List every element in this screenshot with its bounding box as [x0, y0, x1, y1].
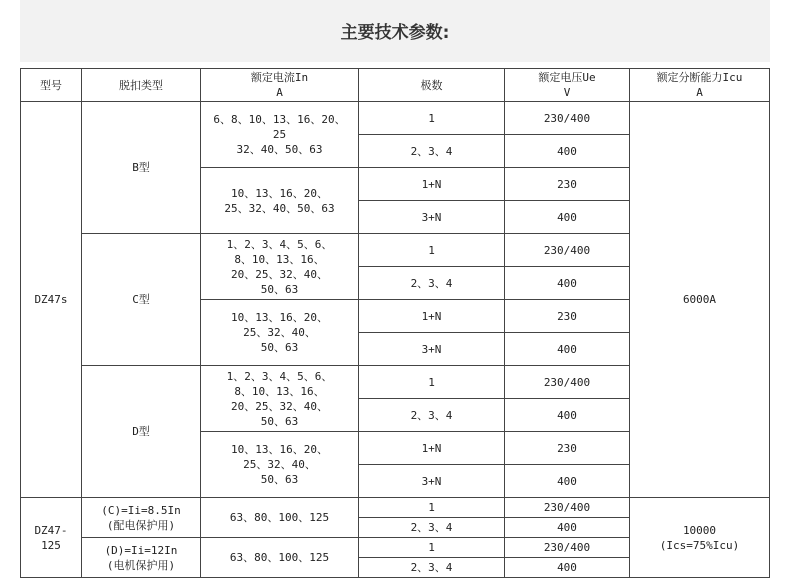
poles-cell: 1+N	[359, 168, 505, 201]
poles-cell: 2、3、4	[359, 518, 505, 538]
header-row	[21, 69, 770, 102]
current-cell: 10、13、16、20、 25、32、40、 50、63	[201, 432, 359, 498]
poles-cell: 2、3、4	[359, 267, 505, 300]
current-cell: 6、8、10、13、16、20、 25 32、40、50、63	[201, 102, 359, 168]
model-dz47s: DZ47s	[21, 102, 82, 498]
model-dz47-125: DZ47- 125	[21, 498, 82, 578]
trip-type-c-distribution: (C)=Ii=8.5In (配电保护用)	[82, 498, 201, 538]
voltage-cell: 400	[505, 267, 630, 300]
header-trip-type: 脱扣类型	[82, 69, 201, 102]
poles-cell: 3+N	[359, 465, 505, 498]
current-cell: 63、80、100、125	[201, 538, 359, 578]
voltage-cell: 400	[505, 465, 630, 498]
poles-cell: 3+N	[359, 333, 505, 366]
voltage-cell: 400	[505, 201, 630, 234]
poles-cell: 1	[359, 538, 505, 558]
poles-cell: 2、3、4	[359, 135, 505, 168]
table-row	[21, 102, 770, 135]
breaking-dz47s: 6000A	[630, 102, 770, 498]
voltage-cell: 230	[505, 168, 630, 201]
voltage-cell: 400	[505, 135, 630, 168]
poles-cell: 1	[359, 366, 505, 399]
voltage-cell: 230/400	[505, 234, 630, 267]
breaking-dz47-125: 10000 (Ics=75%Icu)	[630, 498, 770, 578]
header-breaking: 额定分断能力Icu A	[630, 69, 770, 102]
spec-table	[20, 68, 770, 578]
header-voltage: 额定电压Ue V	[505, 69, 630, 102]
voltage-cell: 400	[505, 558, 630, 578]
voltage-cell: 400	[505, 333, 630, 366]
poles-cell: 1	[359, 102, 505, 135]
voltage-cell: 230/400	[505, 366, 630, 399]
header-current: 额定电流In A	[201, 69, 359, 102]
voltage-cell: 230	[505, 300, 630, 333]
voltage-cell: 230/400	[505, 102, 630, 135]
voltage-cell: 400	[505, 399, 630, 432]
poles-cell: 1+N	[359, 300, 505, 333]
poles-cell: 1+N	[359, 432, 505, 465]
trip-type-d-motor: (D)=Ii=12In (电机保护用)	[82, 538, 201, 578]
voltage-cell: 230	[505, 432, 630, 465]
header-model: 型号	[21, 69, 82, 102]
current-cell: 1、2、3、4、5、6、 8、10、13、16、 20、25、32、40、 50、63	[201, 366, 359, 432]
poles-cell: 1	[359, 234, 505, 267]
current-cell: 10、13、16、20、 25、32、40、50、63	[201, 168, 359, 234]
trip-type-b: B型	[82, 102, 201, 234]
poles-cell: 3+N	[359, 201, 505, 234]
voltage-cell: 400	[505, 518, 630, 538]
poles-cell: 2、3、4	[359, 399, 505, 432]
voltage-cell: 230/400	[505, 498, 630, 518]
poles-cell: 1	[359, 498, 505, 518]
spec-table-body	[21, 69, 770, 578]
header-poles: 极数	[359, 69, 505, 102]
trip-type-c: C型	[82, 234, 201, 366]
page-title: 主要技术参数:	[340, 23, 450, 43]
trip-type-d: D型	[82, 366, 201, 498]
current-cell: 10、13、16、20、 25、32、40、 50、63	[201, 300, 359, 366]
poles-cell: 2、3、4	[359, 558, 505, 578]
table-row	[21, 498, 770, 518]
current-cell: 63、80、100、125	[201, 498, 359, 538]
voltage-cell: 230/400	[505, 538, 630, 558]
current-cell: 1、2、3、4、5、6、 8、10、13、16、 20、25、32、40、 50、63	[201, 234, 359, 300]
